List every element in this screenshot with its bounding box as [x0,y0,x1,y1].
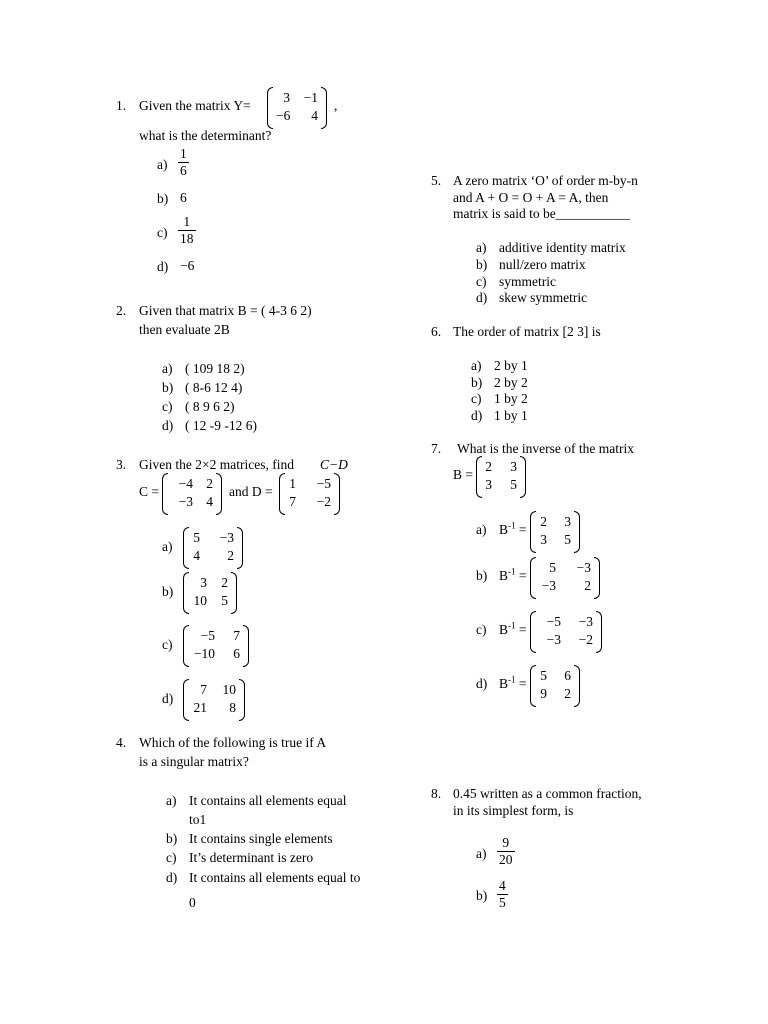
q2-option-b-label[interactable]: b) [162,380,174,395]
q8-number: 8. [431,786,442,801]
q4-option-d-label[interactable]: d) [166,870,178,885]
q2-option-d-label[interactable]: d) [162,418,174,433]
q1-option-a-fraction: $\frac{1}{6}$ [180,146,187,178]
q6-option-a-text: 2 by 1 [494,358,528,373]
q2-option-c-label[interactable]: c) [162,399,173,414]
q8-option-a-label[interactable]: a) [476,846,487,861]
q1-option-d-text: −6 [180,258,195,273]
q4-option-b-label[interactable]: b) [166,831,178,846]
q5-option-a-text: additive identity matrix [499,240,626,255]
q1-matrix-y: 3 −1 −6 4 [276,89,318,125]
q7-option-b-label[interactable]: b) [476,568,488,583]
q2-option-b-text: ( 8-6 12 4) [185,380,243,395]
q3-option-b-label[interactable]: b) [162,584,174,599]
q1-stem: Given the matrix Y= [139,98,251,113]
q8-option-b-label[interactable]: b) [476,888,488,903]
q1-option-b-text: 6 [180,190,187,205]
q5-option-a-label[interactable]: a) [476,240,487,255]
q2-option-c-text: ( 8 9 6 2) [185,399,235,414]
q7-b-label: B = [453,467,473,482]
q8-option-b-fraction: $\frac{4}{5}$ [499,878,506,910]
q7-option-b-lhs: $B^{-1}$ = [499,566,527,583]
q8-stem: 0.45 written as a common fraction, [453,786,642,801]
q1-option-d-label[interactable]: d) [157,259,169,274]
q6-number: 6. [431,324,442,339]
q2-option-a-text: ( 109 18 2) [185,361,245,376]
q8-stem-line2: in its simplest form, is [453,803,574,818]
q5-option-d-label[interactable]: d) [476,290,488,305]
q2-option-a-label[interactable]: a) [162,361,173,376]
q3-option-b-matrix: 3 2 10 5 [192,574,228,610]
q7-option-a-label[interactable]: a) [476,522,487,537]
q4-number: 4. [116,735,127,750]
q2-number: 2. [116,303,127,318]
q3-option-c-label[interactable]: c) [162,637,173,652]
q7-stem: What is the inverse of the matrix [457,441,634,456]
q4-option-a-label[interactable]: a) [166,793,177,808]
q7-option-a-matrix: 2 3 3 5 [539,513,571,549]
q6-option-d-label[interactable]: d) [471,408,483,423]
q7-option-d-matrix: 5 6 9 2 [539,667,571,703]
q7-number: 7. [431,441,442,456]
q5-option-c-label[interactable]: c) [476,274,487,289]
q5-option-c-text: symmetric [499,274,556,289]
q3-option-c-matrix: −5 7 −10 6 [192,627,240,663]
q3-d-label: and D = [229,484,273,499]
q3-option-d-label[interactable]: d) [162,691,174,706]
q8-option-a-fraction: $\frac{9}{20}$ [499,835,513,867]
q6-option-c-text: 1 by 2 [494,391,528,406]
worksheet-page: 1. Given the matrix Y= 3 −1 −6 4 , what is the determinant? a) $\frac{1}{6}$ b) 6 c) $\frac{1}{18}$ d) −6 2. Given that matrix B = ( 4-3 6 2) then evaluate 2B a) ( 109 18 2) b) ( 8-6 12 4) c) ( 8 9 6 2) d) ( 12 -9 -12 6) 3. Given the 2×2 matrices, find C−D C = −4 2 −3 4 and D = 1 −5 7 −2 a) 5 −3 4 2 b) 3 2 10 5 c) −5 7 −10 6 d) 7 10 21 8 4. Which of the following is true if A is a singular matrix? a) It contains all elements equal to1 b) It contains single elements c) It’s determinant is zero d) It contains all elements equal to 0 5. A zero matrix ‘O’ of order m-by-n and A + O = O + A = A, then matrix is said to be___________ a) additive identity matrix b) null/zero matrix c) symmetric d) skew symmetric 6. The order of matrix [2 3] is a) 2 by 1 b) 2 by 2 c) 1 by 2 d) 1 by 1 7. What is the inverse of the matrix B = 2 3 3 5 a) $B^{-1}$ = 2 3 3 5 b) $B^{-1}$ = 5 −3 −3 2 c) $B^{-1}$ = −5 −3 −3 −2 d) $B^{-1}$ = 5 6 9 2 8. 0.45 written as a common fraction, in its simplest form, is a) $\frac{9}{20}$ b) $\frac{4}{5}$ [0,0,768,1024]
q1-stem-line2: what is the determinant? [139,128,272,143]
q4-option-d-text: It contains all elements equal to [189,870,361,885]
q4-stem: Which of the following is true if A [139,735,327,750]
q7-matrix-b: 2 3 3 5 [485,458,517,494]
q4-option-a-text: It contains all elements equal [189,793,347,808]
q4-option-c-text: It’s determinant is zero [189,850,314,865]
q7-option-a-lhs: $B^{-1}$ = [499,520,527,537]
q7-option-d-label[interactable]: d) [476,676,488,691]
q3-c-label: C = [139,484,159,499]
q5-number: 5. [431,173,442,188]
q4-option-c-label[interactable]: c) [166,850,177,865]
q3-option-d-matrix: 7 10 21 8 [192,681,236,717]
q2-stem: Given that matrix B = ( 4-3 6 2) [139,303,312,318]
q5-option-b-label[interactable]: b) [476,257,488,272]
q4-option-a-text-cont: to1 [189,812,207,827]
q3-option-a-label[interactable]: a) [162,539,173,554]
q4-option-d-text-cont: 0 [189,895,196,910]
q5-stem: A zero matrix ‘O’ of order m-by-n [453,173,638,188]
q1-option-c-fraction: $\frac{1}{18}$ [180,214,194,246]
q3-option-a-matrix: 5 −3 4 2 [192,529,234,565]
q5-stem-line2: and A + O = O + A = A, then [453,190,609,205]
q6-option-d-text: 1 by 1 [494,408,528,423]
q7-option-c-matrix: −5 −3 −3 −2 [539,613,593,649]
q5-stem-line3: matrix is said to be___________ [453,206,630,221]
q7-option-c-lhs: $B^{-1}$ = [499,620,527,637]
q6-option-b-text: 2 by 2 [494,375,528,390]
q3-number: 3. [116,457,127,472]
q4-option-b-text: It contains single elements [189,831,333,846]
q6-option-c-label[interactable]: c) [471,391,482,406]
q6-option-a-label[interactable]: a) [471,358,482,373]
q7-option-b-matrix: 5 −3 −3 2 [539,559,591,595]
q6-option-b-label[interactable]: b) [471,375,483,390]
q7-option-c-label[interactable]: c) [476,622,487,637]
q2-option-d-text: ( 12 -9 -12 6) [185,418,257,433]
q1-option-a-label[interactable]: a) [157,157,168,172]
q5-option-b-text: null/zero matrix [499,257,586,272]
q5-option-d-text: skew symmetric [499,290,588,305]
q3-matrix-c: −4 2 −3 4 [171,475,213,511]
q4-stem-line2: is a singular matrix? [139,754,249,769]
q3-expression: C−D [320,457,348,472]
q1-option-b-label[interactable]: b) [157,191,169,206]
q6-stem: The order of matrix [2 3] is [453,324,601,339]
q1-number: 1. [116,98,127,113]
q3-matrix-d: 1 −5 7 −2 [288,475,331,511]
q1-option-c-label[interactable]: c) [157,225,168,240]
q3-stem: Given the 2×2 matrices, find [139,457,294,472]
q7-option-d-lhs: $B^{-1}$ = [499,674,527,691]
q2-stem-line2: then evaluate 2B [139,322,230,337]
